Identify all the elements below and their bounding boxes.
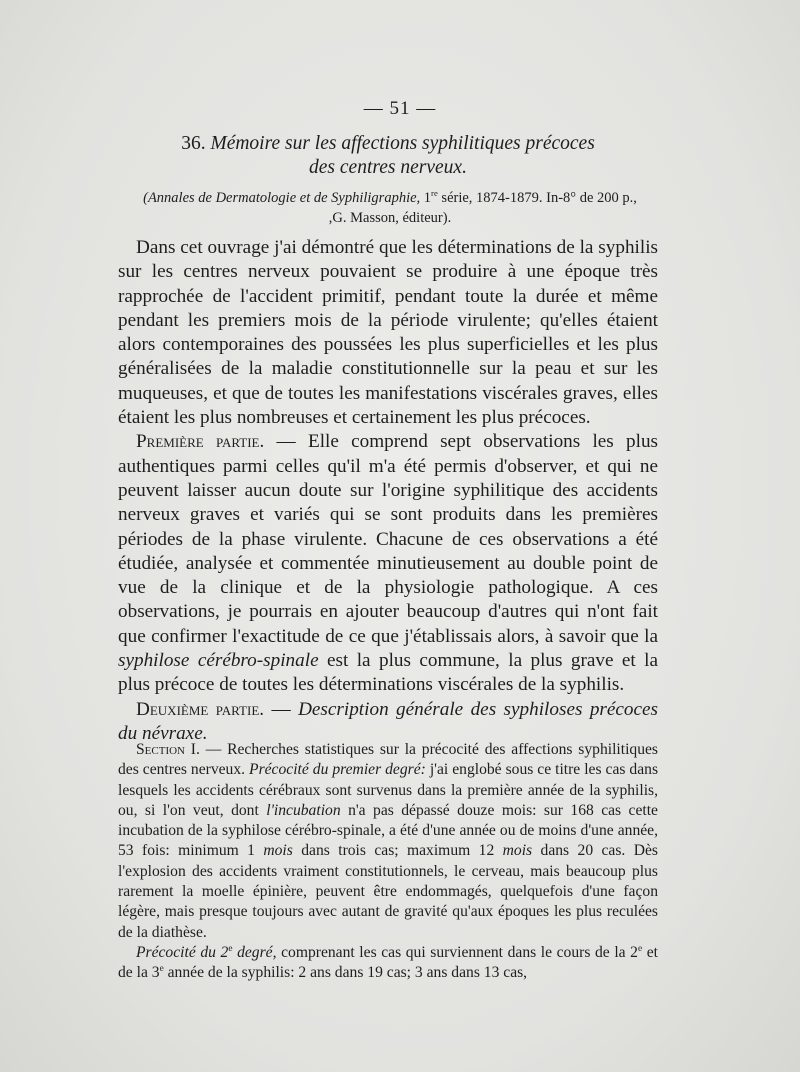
citation bbox=[110, 188, 670, 228]
entry-title-line-1 bbox=[118, 132, 658, 156]
section-1-label: Section I. bbox=[136, 741, 200, 758]
second-degree-italic-b: degré, bbox=[237, 943, 277, 961]
premiere-partie-paragraph bbox=[118, 430, 658, 697]
second-degree-sup-1: e bbox=[637, 943, 643, 954]
entry-number: 36. bbox=[181, 133, 206, 154]
page-number: — 51 — bbox=[363, 98, 437, 119]
section-1-text-1: — Recherches statistiques sur la précocité des affections syphilitiques des centres nerveux. bbox=[118, 741, 658, 779]
premiere-partie-text: — Elle comprend sept observations les plus authentiques parmi celles qu'il m'a été permis d'observer, et qui ne peuvent laisser aucun doute sur l'origine syphilitique des accidents nerveux graves et variés qui se sont produits dans les premières périodes de la phase virulente. Chacune de ces observations a été étudiée, analysée et commentée minutieusement au double point de vue de la clinique et de la physiologie pathologique. A ces observations, je pourrais en ajouter beaucoup d'autres qui n'ont fait que confirmer l'exactitude de ce que j'établissais alors, à savoir que la bbox=[118, 431, 659, 647]
citation-serie-num: 1 bbox=[423, 190, 432, 206]
second-degree-text-2: et de la 3 bbox=[118, 943, 659, 982]
citation-details: série, 1874-1879. In-8° de 200 p., bbox=[441, 190, 637, 206]
citation-journal: (Annales de Dermatologie et de Syphiligraphie, bbox=[143, 190, 421, 206]
citation-serie-sup: re bbox=[431, 188, 438, 199]
section-1-italic-2: l'incubation bbox=[266, 801, 341, 819]
second-degree-text-3: année de la syphilis: 2 ans dans 19 cas; 3 ans dans 13 cas, bbox=[167, 964, 528, 982]
entry-title-line-2 bbox=[118, 156, 658, 180]
section-1-text-5: dans 20 cas. Dès l'explosion des accidents vraiment constitutionnels, le cerveau, mais beaucoup plus rarement la moelle épinière, peuvent être endommagés, quelquefois d'une façon légère, mais presque toujours avec autant de gravité qu'aux époques les plus reculées de la diathèse. bbox=[118, 842, 658, 941]
citation-line-2: ,G. Masson, éditeur). bbox=[328, 210, 452, 226]
premiere-partie-term: syphilose cérébro-spinale bbox=[118, 650, 319, 672]
section-1-text-4: dans trois cas; maximum 12 bbox=[301, 842, 495, 860]
deuxieme-partie-title: Description générale des syphiloses précoces du névraxe. bbox=[118, 698, 659, 744]
deuxieme-partie-label: Deuxième partie. bbox=[136, 698, 265, 720]
deuxieme-partie-dash: — bbox=[271, 698, 291, 720]
main-body-text bbox=[118, 236, 658, 746]
intro-paragraph: Dans cet ouvrage j'ai démontré que les déterminations de la syphilis sur les centres nerveux pouvaient se produire à une époque très rapprochée de l'accident primitif, pendant toute la durée et même pendant les premiers mois de la période virulente; qu'elles étaient alors contemporaines des poussées les plus superficielles et les plus généralisées de la maladie constitutionnelle sur la peau et sur les muqueuses, et que de toutes les manifestations viscérales graves, elles étaient les plus nombreuses et certainement les plus précoces. bbox=[118, 237, 658, 429]
section-1-italic-1: Précocité du premier degré: bbox=[249, 761, 426, 779]
second-degree-paragraph bbox=[118, 943, 658, 984]
section-1-italic-3: mois bbox=[263, 842, 293, 860]
entry-title-text-2: des centres nerveux. bbox=[309, 157, 467, 178]
premiere-partie-label: Première partie. bbox=[136, 431, 265, 453]
citation-line-1 bbox=[110, 188, 670, 208]
entry-title-text-1: Mémoire sur les affections syphilitiques précoces bbox=[210, 133, 595, 154]
small-body-text bbox=[118, 740, 658, 984]
section-1-paragraph bbox=[118, 740, 658, 943]
section-1-text-3: n'a pas dépassé douze mois: sur 168 cas cette incubation de la syphilose cérébro-spinale, a été d'une année ou de moins d'une année, 53 fois: minimum 1 bbox=[118, 801, 658, 860]
deuxieme-partie-paragraph bbox=[118, 698, 658, 747]
second-degree-sup-a: e bbox=[228, 943, 233, 954]
premiere-partie-text-end: est la plus commune, la plus grave et la plus précoce de toutes les déterminations viscérales de la syphilis. bbox=[118, 650, 658, 696]
entry-title bbox=[118, 132, 658, 180]
section-1-italic-4: mois bbox=[502, 842, 533, 860]
second-degree-italic-a: Précocité du 2 bbox=[136, 943, 229, 961]
second-degree-sup-2: e bbox=[159, 964, 164, 975]
section-1-text-2: j'ai englobé sous ce titre les cas dans lesquels les accidents cérébraux sont survenus dans la première année de la syphilis, ou, si l'on veut, dont bbox=[118, 761, 659, 819]
second-degree-text-1: comprenant les cas qui surviennent dans le cours de la 2 bbox=[281, 943, 638, 961]
